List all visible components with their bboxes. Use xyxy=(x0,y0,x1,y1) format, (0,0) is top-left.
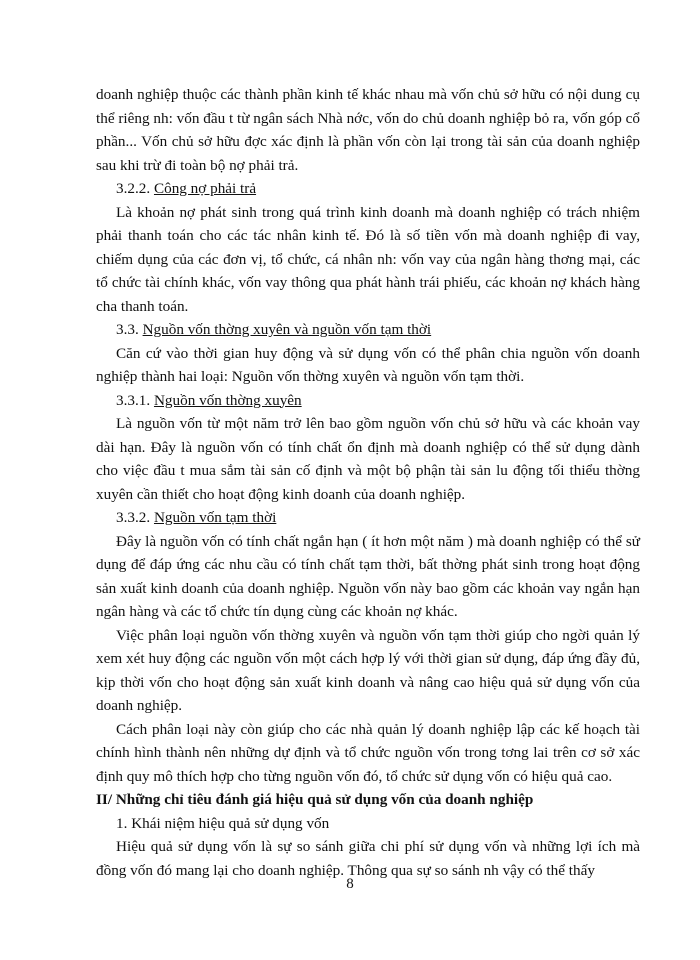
heading-section-II: II/ Những chỉ tiêu đánh giá hiệu quả sử dụng vốn của doanh nghiệp xyxy=(96,791,534,808)
heading-3-3-2-title: Nguồn vốn tạm thời xyxy=(153,509,277,526)
body-text xyxy=(96,83,640,882)
heading-3-3-1-number: 3.3.1. xyxy=(116,391,151,409)
paragraph-permanent-capital: Là nguồn vốn từ một năm trở lên bao gồm nguồn vốn chủ sở hữu và các khoản vay dài hạn. Đây là nguồn vốn có tính chất ổn định mà doanh nghiệp có thể sử dụng dành cho việc đầu t mua sắm tài sản cố định và một bộ phận tài sản lu động tối thiểu thờng xuyên cần thiết cho hoạt động kinh doanh của doanh nghiệp. xyxy=(96,415,640,503)
paragraph-owner-equity-cont: doanh nghiệp thuộc các thành phần kinh tế khác nhau mà vốn chủ sở hữu có nội dung cụ thể riêng nh: vốn đầu t từ ngân sách Nhà nớc, vốn do chủ doanh nghiệp bỏ ra, vốn góp cổ phần... Vốn chủ sở hữu đợc xác định là phần vốn còn lại trong tài sản của doanh nghiệp sau khi trừ đi toàn bộ nợ phải trả. xyxy=(96,86,640,174)
page-number: 8 xyxy=(346,876,354,892)
paragraph-liabilities: Là khoản nợ phát sinh trong quá trình kinh doanh mà doanh nghiệp có trách nhiệm phải thanh toán cho các tác nhân kinh tế. Đó là số tiền vốn mà doanh nghiệp đi vay, chiếm dụng của các đơn vị, tổ chức, cá nhân nh: vốn vay của ngân hàng thơng mại, các tổ chức tài chính khác, vốn vay thông qua phát hành trái phiếu, các khoản nợ khách hàng cha thanh toán. xyxy=(96,203,640,315)
heading-3-3-title: Nguồn vốn thờng xuyên và nguồn vốn tạm thời xyxy=(142,321,432,338)
heading-3-2-2-title: Công nợ phải trả xyxy=(153,180,257,197)
heading-3-2-2 xyxy=(96,177,640,201)
paragraph-temporary-capital: Đây là nguồn vốn có tính chất ngắn hạn ( ít hơn một năm ) mà doanh nghiệp có thể sử dụng để đáp ứng các nhu cầu có tính chất tạm thời, bất thờng phát sinh trong hoạt động sản xuất kinh doanh của doanh nghiệp. Nguồn vốn này bao gồm các khoản vay ngắn hạn ngân hàng và các tổ chức tín dụng cùng các khoản nợ khác. xyxy=(96,532,640,620)
heading-3-3-1-title: Nguồn vốn thờng xuyên xyxy=(153,391,302,409)
paragraph-efficiency-definition: Hiệu quả sử dụng vốn là sự so sánh giữa chi phí sử dụng vốn và những lợi ích mà đồng vốn đó mang lại cho doanh nghiệp. Thông qua sự so sánh nh vậy có thể thấy xyxy=(96,838,640,879)
heading-3-3-2-number: 3.3.2. xyxy=(116,509,151,526)
heading-3-3-number: 3.3. xyxy=(116,321,139,338)
heading-3-2-2-number: 3.2.2. xyxy=(116,180,151,197)
heading-3-3 xyxy=(96,318,640,342)
paragraph-capital-classification: Căn cứ vào thời gian huy động và sử dụng vốn có thể phân chia nguồn vốn doanh nghiệp thành hai loại: Nguồn vốn thờng xuyên và nguồn vốn tạm thời. xyxy=(96,344,640,385)
heading-1-concept: 1. Khái niệm hiệu quả sử dụng vốn xyxy=(116,814,330,832)
heading-3-3-1 xyxy=(96,389,640,413)
paragraph-classification-benefit: Việc phân loại nguồn vốn thờng xuyên và nguồn vốn tạm thời giúp cho ngời quản lý xem xét huy động các nguồn vốn một cách hợp lý với thời gian sử dụng, đáp ứng đầy đủ, kịp thời vốn cho hoạt động sản xuất kinh doanh và nâng cao hiệu quả sử dụng vốn của doanh nghiệp. xyxy=(96,626,640,714)
heading-3-3-2 xyxy=(96,506,640,530)
paragraph-planning-benefit: Cách phân loại này còn giúp cho các nhà quản lý doanh nghiệp lập các kế hoạch tài chính hình thành nên những dự định và tổ chức nguồn vốn trong tơng lai trên cơ sở xác định quy mô thích hợp cho từng nguồn vốn đó, tổ chức sử dụng vốn có hiệu quả cao. xyxy=(96,720,640,785)
